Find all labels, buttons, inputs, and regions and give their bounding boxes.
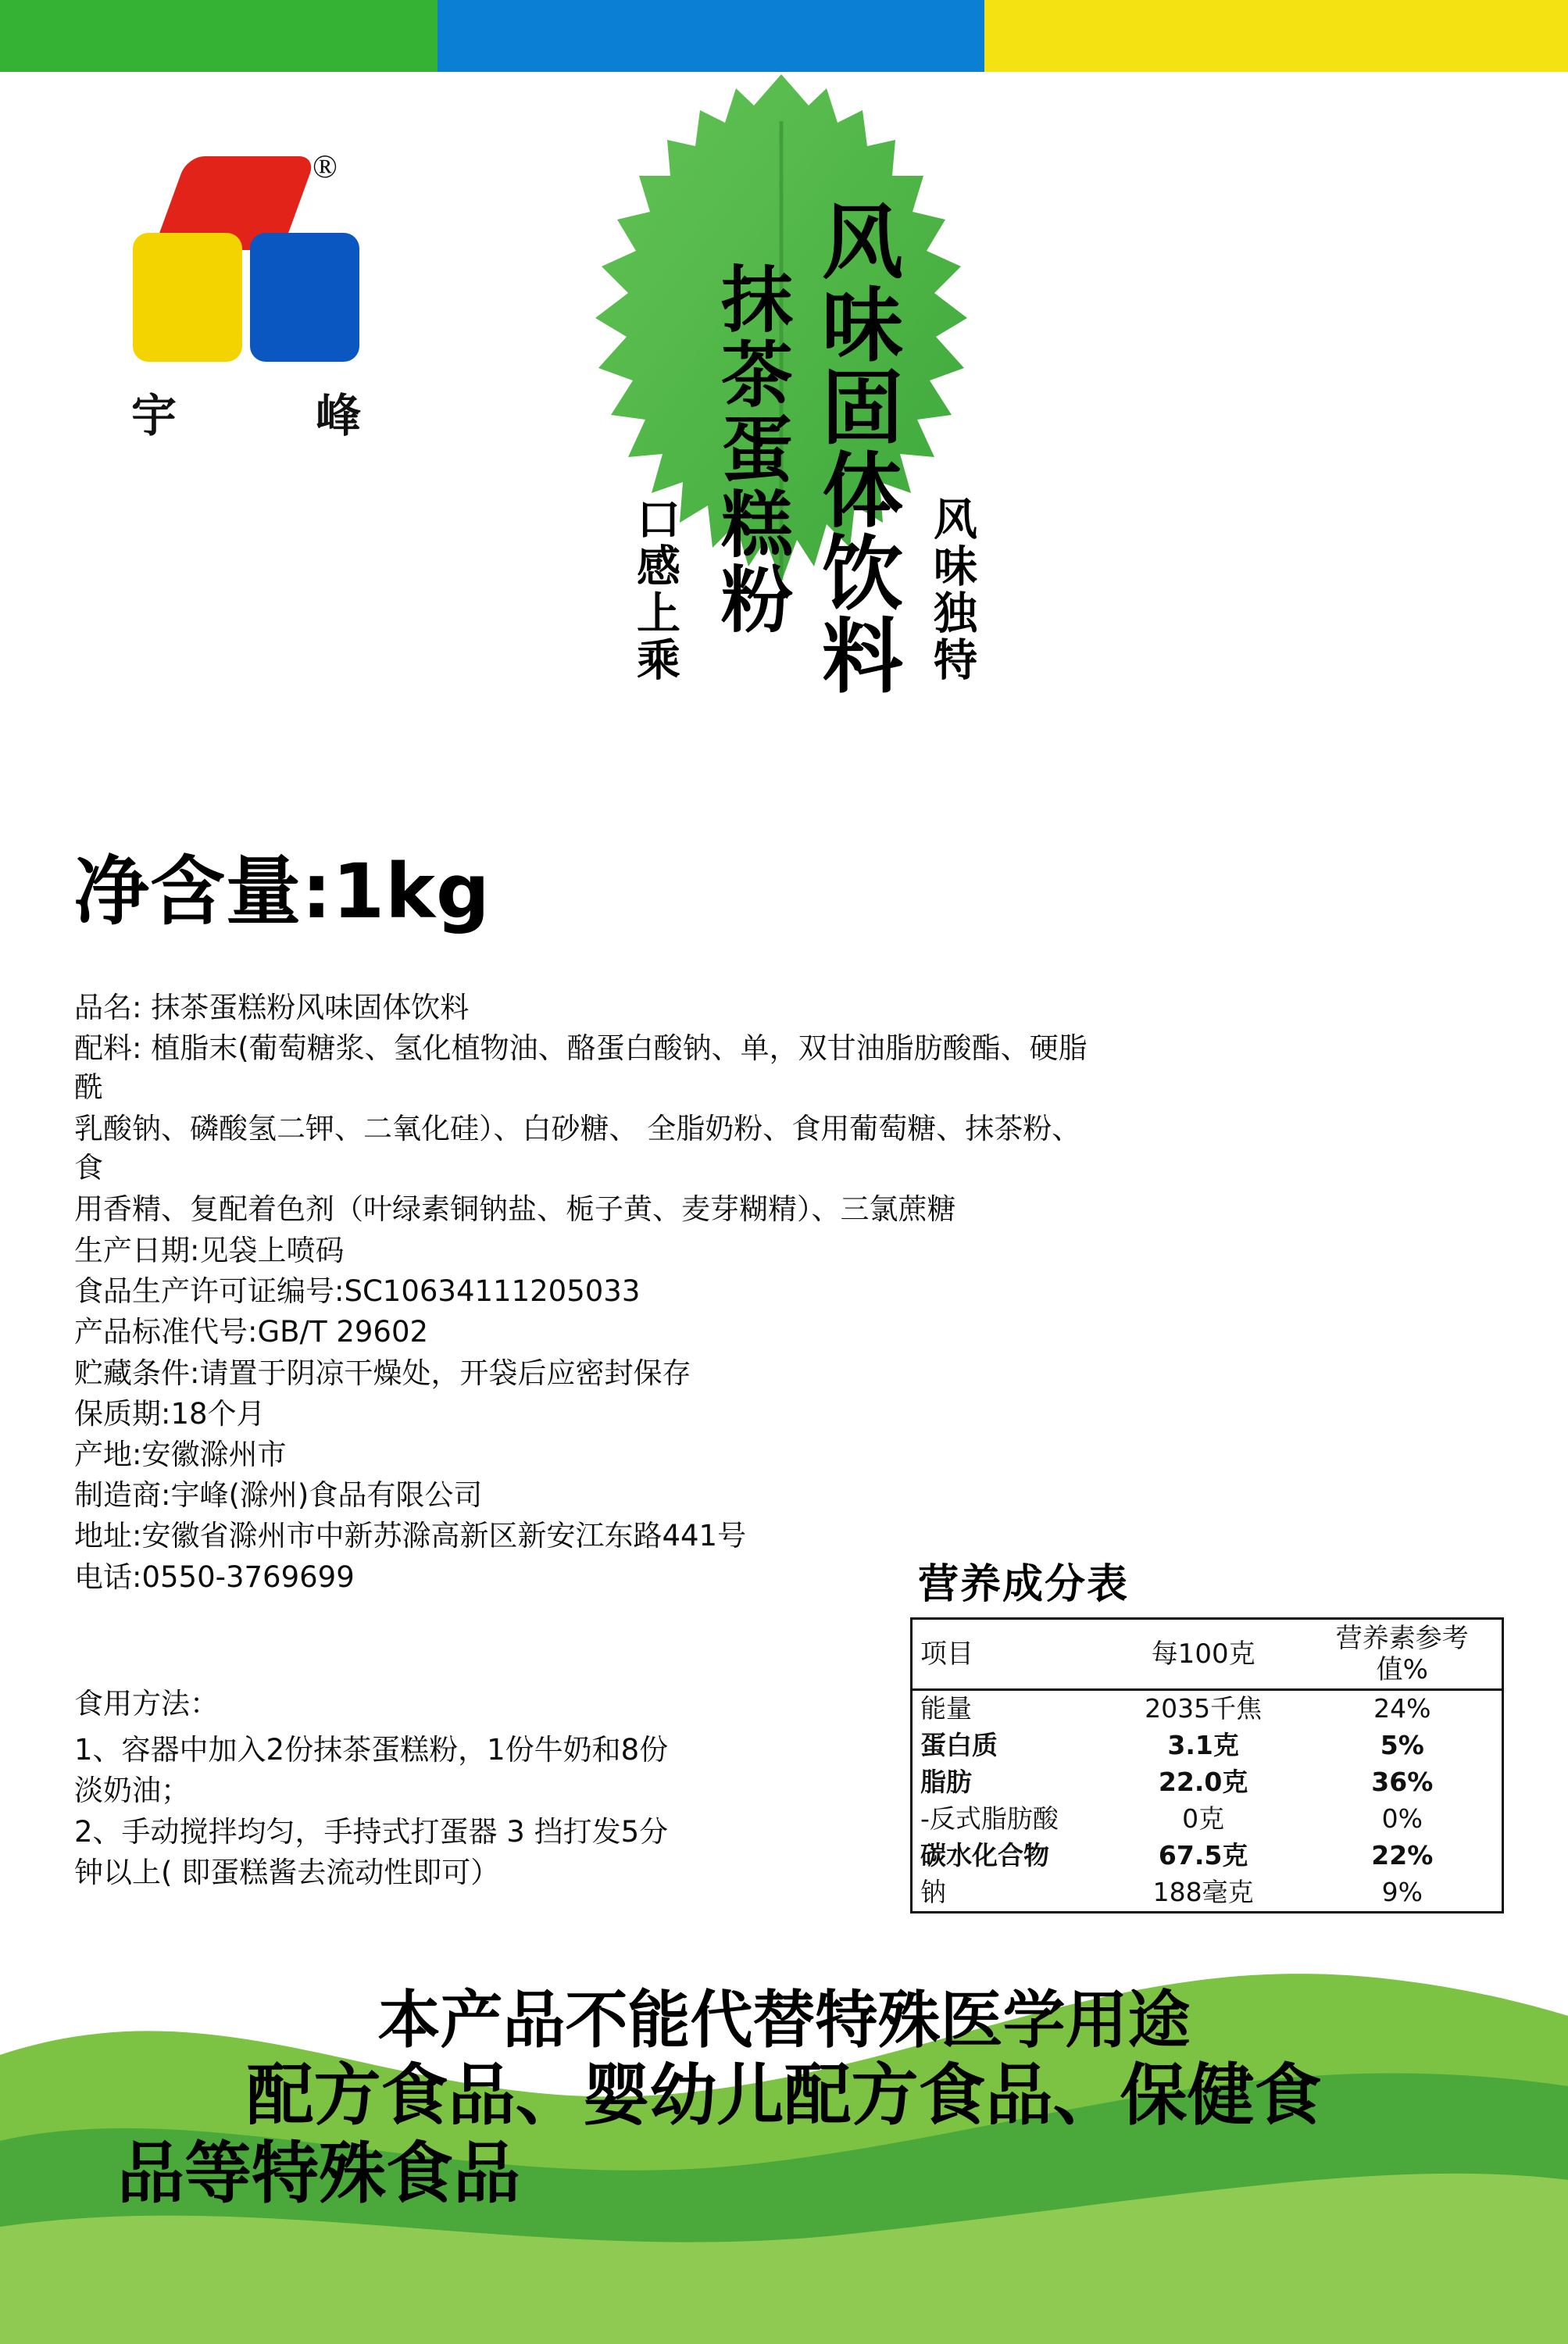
regulatory-warning	[0, 1985, 1568, 2213]
nutrition-title: 营养成分表	[918, 1561, 1130, 1608]
product-info-block	[74, 988, 1105, 1599]
usage-step-2-line-2: 钟以上( 即蛋糕酱去流动性即可）	[74, 1856, 500, 1890]
nutrition-row-nrv: 22%	[1371, 1839, 1434, 1871]
nutrition-row-nrv: 9%	[1381, 1876, 1423, 1907]
info-address: 地址:安徽省滁州市中新苏滁高新区新安江东路441号	[74, 1519, 747, 1553]
info-origin: 产地:安徽滁州市	[74, 1437, 287, 1471]
cube-face-blue	[250, 233, 359, 362]
tagline-right: 风味独特	[927, 496, 977, 684]
nutrition-header-nrv: 营养素参考值%	[1303, 1619, 1503, 1690]
info-ingredients-line-2: 乳酸钠、磷酸氢二钾、二氧化硅）、白砂糖、 全脂奶粉、食用葡萄糖、抹茶粉、食	[74, 1112, 1081, 1185]
table-row	[912, 1690, 1503, 1728]
info-ingredients-line-3: 用香精、复配着色剂（叶绿素铜钠盐、栀子黄、麦芽糊精）、三氯蔗糖	[74, 1192, 956, 1226]
strip-segment-yellow	[984, 0, 1568, 72]
info-production-date: 生产日期:见袋上喷码	[74, 1233, 345, 1267]
table-row	[912, 1728, 1503, 1764]
nutrition-row-name: 能量	[920, 1693, 972, 1724]
table-row	[912, 1764, 1503, 1801]
brand-name-char-1: 宇	[131, 389, 177, 442]
strip-segment-green	[0, 0, 438, 72]
info-phone: 电话:0550-3769699	[74, 1560, 355, 1594]
nutrition-row-name: 钠	[920, 1876, 946, 1907]
brand-name	[117, 379, 375, 445]
nutrition-row-nrv: 0%	[1381, 1803, 1423, 1835]
brand-logo	[117, 148, 375, 461]
table-row	[912, 1838, 1503, 1874]
table-row	[912, 1874, 1503, 1912]
nutrition-row-amount: 2035千焦	[1145, 1693, 1263, 1724]
tagline-left: 口感上乘	[630, 496, 680, 684]
info-standard-code: 产品标准代号:GB/T 29602	[74, 1315, 429, 1349]
warning-line-3: 品等特殊食品	[117, 2134, 520, 2213]
nutrition-row-amount: 188毫克	[1152, 1876, 1254, 1907]
cube-face-yellow	[133, 233, 242, 362]
nutrition-row-name: -反式脂肪酸	[920, 1803, 1059, 1835]
registered-trademark-icon: ®	[313, 149, 338, 185]
table-row	[912, 1801, 1503, 1838]
leaf-title-texts	[539, 74, 1023, 957]
usage-step-2-line-1: 2、手动搅拌均匀，手持式打蛋器 3 挡打发5分	[74, 1814, 669, 1849]
nutrition-header-item: 项目	[912, 1619, 1104, 1690]
nutrition-row-amount: 67.5克	[1158, 1839, 1248, 1871]
nutrition-row-amount: 0克	[1182, 1803, 1225, 1835]
nutrition-header-amount: 每100克	[1104, 1619, 1303, 1690]
nutrition-row-nrv: 36%	[1371, 1767, 1434, 1798]
warning-line-1: 本产品不能代替特殊医学用途	[377, 1984, 1191, 2056]
info-ingredients-line-1: 配料: 植脂末(葡萄糖浆、氢化植物油、酪蛋白酸钠、单，双甘油脂肪酸酯、硬脂酰	[74, 1031, 1088, 1105]
leaf-graphic	[539, 74, 1023, 957]
nutrition-row-name: 脂肪	[920, 1767, 972, 1798]
nutrition-row-amount: 3.1克	[1167, 1730, 1239, 1761]
info-license-number: 食品生产许可证编号:SC10634111205033	[74, 1274, 641, 1309]
info-shelf-life: 保质期:18个月	[74, 1396, 266, 1431]
usage-step-1-line-1: 1、容器中加入2份抹茶蛋糕粉，1份牛奶和8份	[74, 1732, 669, 1767]
nutrition-row-amount: 22.0克	[1158, 1767, 1248, 1798]
nutrition-table-header-row	[912, 1619, 1503, 1690]
strip-segment-blue	[438, 0, 984, 72]
info-product-name: 品名: 抹茶蛋糕粉风味固体饮料	[74, 991, 470, 1024]
product-title-sub: 抹茶蛋糕粉	[709, 262, 793, 637]
brand-name-char-2: 峰	[315, 389, 361, 442]
nutrition-row-nrv: 5%	[1380, 1730, 1424, 1761]
cube-logo-icon	[117, 148, 375, 398]
usage-title: 食用方法：	[74, 1687, 219, 1720]
net-weight-label: 净含量:1kg	[74, 848, 491, 935]
product-title-main: 风味固体饮料	[808, 199, 903, 696]
info-manufacturer: 制造商:宇峰(滁州)食品有限公司	[74, 1478, 483, 1513]
usage-step-1-line-2: 淡奶油；	[74, 1774, 190, 1808]
top-color-strip	[0, 0, 1568, 72]
nutrition-facts	[910, 1551, 1520, 1913]
nutrition-table	[910, 1617, 1504, 1913]
usage-instructions-block	[74, 1684, 902, 1894]
nutrition-row-name: 碳水化合物	[920, 1839, 1049, 1871]
warning-line-2: 配方食品、婴幼儿配方食品、保健食	[246, 2056, 1322, 2135]
info-storage-conditions: 贮藏条件:请置于阴凉干燥处，开袋后应密封保存	[74, 1356, 691, 1390]
nutrition-row-nrv: 24%	[1373, 1693, 1431, 1724]
nutrition-row-name: 蛋白质	[920, 1730, 998, 1761]
